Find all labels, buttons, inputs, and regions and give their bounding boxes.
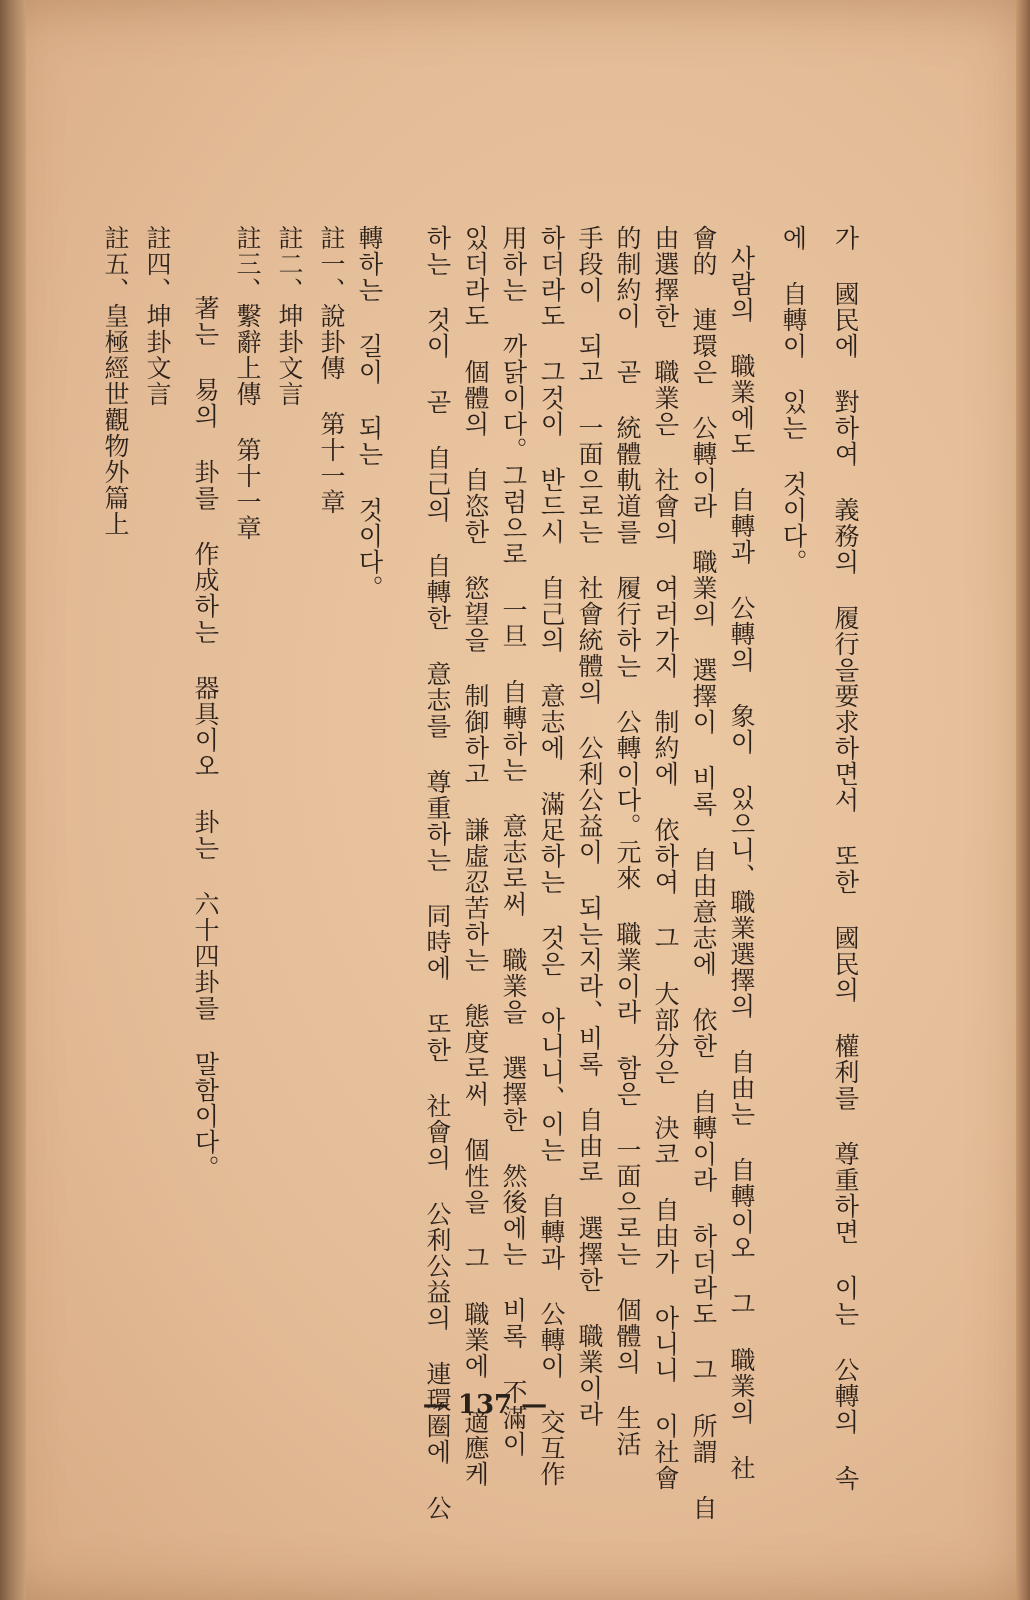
text-column-1: 가 國民에 對하여 義務의 履行을要求하면서 또한 國民의 權利를 尊重하면 이는 公轉의 속 <box>831 225 860 1491</box>
footnote-5: 註五、皇極經世觀物外篇上 <box>101 225 130 537</box>
text-column-4: 會的 連環은 公轉이라 職業의 選擇이 비록 自由意志에 依한 自轉이라 하더라도 그 所謂 自 <box>689 225 718 1521</box>
text-column-7: 手段이 되고 一面으로는 社會統體의 公利公益이 되는지라、비록 自由로 選擇한 職業이라 <box>575 225 604 1427</box>
text-column-3: 사람의 職業에도 自轉과 公轉의 象이 있으니、職業選擇의 自由는 自轉이오 그 職業의 社 <box>727 245 756 1481</box>
text-column-11: 하는 것이 곧 自己의 自轉한 意志를 尊重하는 同時에 또한 社會의 公利公益의 連環圈에 公 <box>423 225 452 1521</box>
footnote-2: 註二、坤卦文言 <box>275 225 304 407</box>
footnote-3: 註三、繫辭上傳 第十一章 <box>233 225 262 541</box>
footnote-1: 註一、說卦傳 第十一章 <box>317 225 346 515</box>
vertical-text-block <box>90 225 880 1521</box>
footnote-4: 註四、坤卦文言 <box>143 225 172 407</box>
text-column-10: 있더라도 個體의 自恣한 慾望을 制御하고 謙虛忍苦하는 態度로써 個性을 그 職業에 適應케 <box>461 225 490 1487</box>
text-column-2: 에 自轉이 있는 것이다。 <box>779 225 808 575</box>
page-edge <box>1016 0 1030 1600</box>
text-column-9: 用하는 까닭이다。그럼으로 一旦 自轉하는 意志로써 職業을 選擇한 然後에는 비록 不滿이 <box>499 225 528 1457</box>
text-column-6: 的制約이 곧 統體軌道를 履行하는 公轉이다。元來 職業이라 함은 一面으로는 個體의 生活 <box>613 225 642 1457</box>
text-column-5: 由選擇한 職業은 社會의 여러가지 制約에 依하여 그 大部分은 決코 自由가 아니니 이社會 <box>651 225 680 1491</box>
page-gutter <box>0 0 26 1600</box>
footnote-3-detail: 著는 易의 卦를 作成하는 器具이오 卦는 六十四卦를 말함이다。 <box>191 295 220 1181</box>
text-column-8: 하더라도 그것이 반드시 自己의 意志에 滿足하는 것은 아니니、이는 自轉과 公轉이 交互作 <box>537 225 566 1487</box>
text-column-12: 轉하는 길이 되는 것이다。 <box>355 225 384 601</box>
page-number: — 137 — <box>422 1390 548 1420</box>
